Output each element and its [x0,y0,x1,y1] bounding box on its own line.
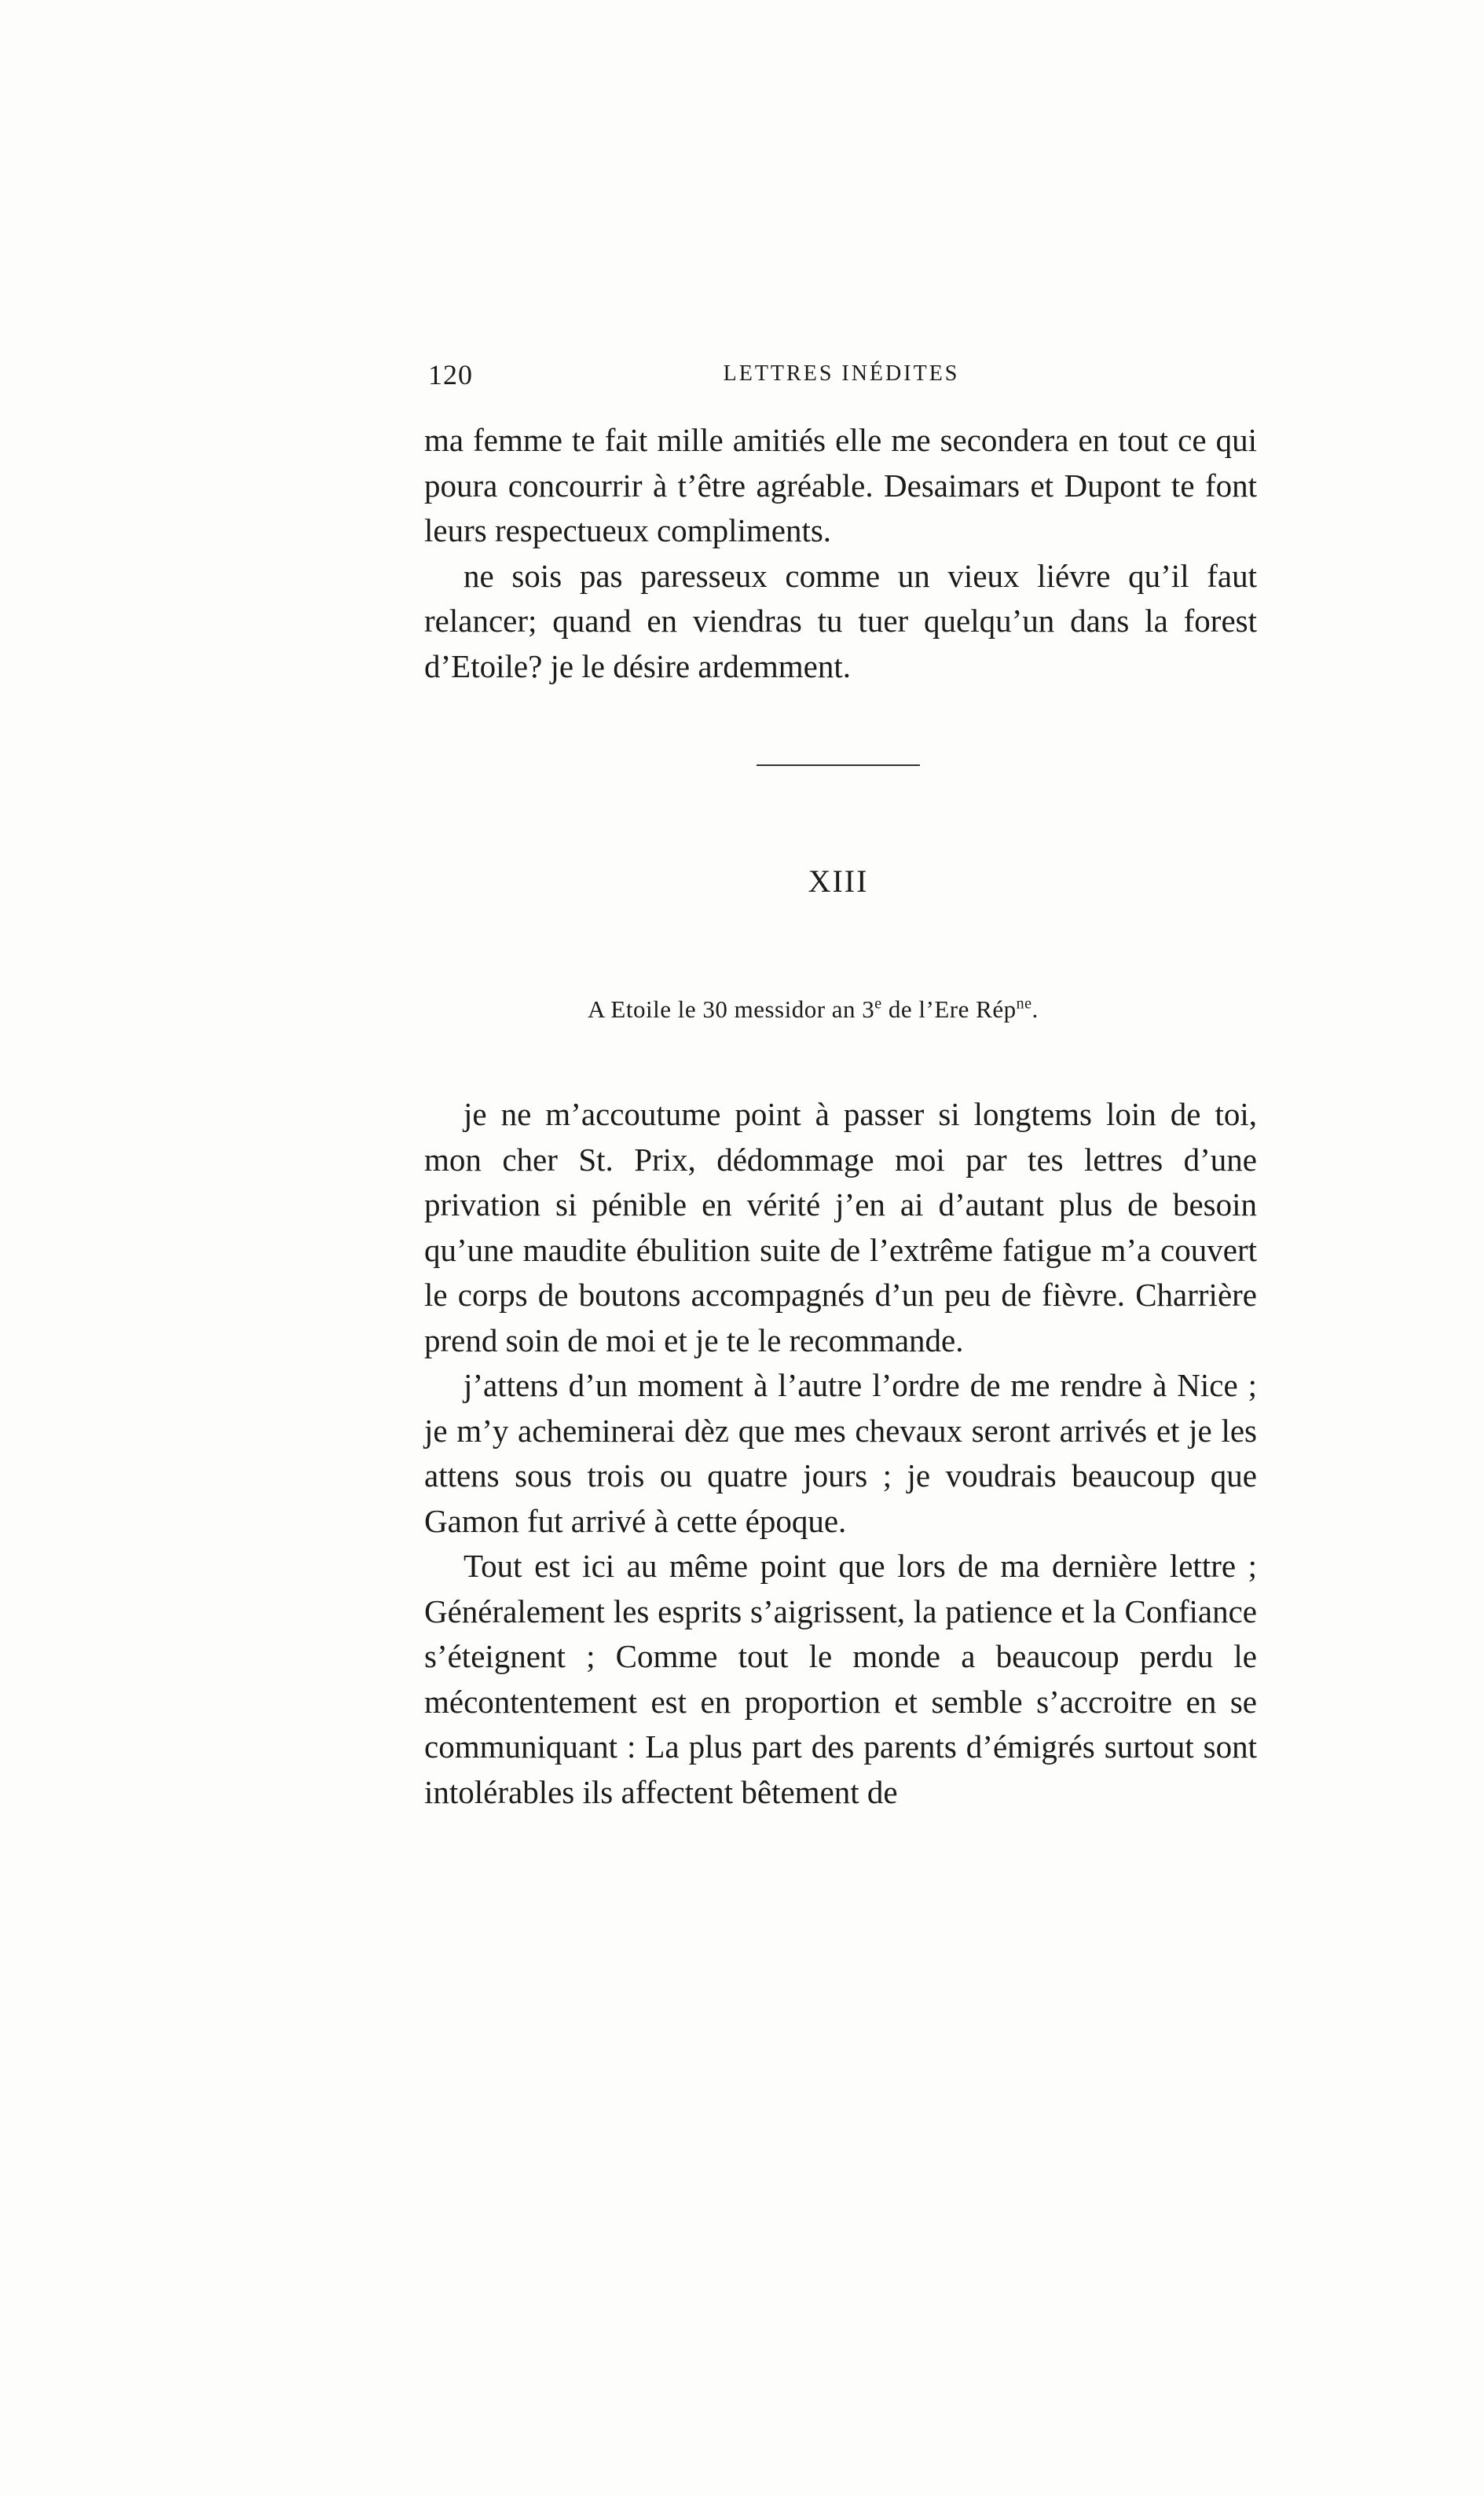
paragraph: Tout est ici au même point que lors de ma dernière lettre ; Généralement les esprits s’aigrissent, la patience et la Confiance s’éteignent ; Comme tout le monde a beaucoup perdu le mécontentement est en proportion et semble s’accroitre en se communiquant : La plus part des parents d’émigrés surtout sont intolérables ils affectent bêtement de [424,1548,1257,1810]
dateline [588,995,1216,1024]
paragraph: je ne m’accoutume point à passer si longtems loin de toi, mon cher St. Prix, dédommage moi par tes lettres d’une privation si pénible en vérité j’en ai d’autant plus de besoin qu’une maudite ébulition suite de l’extrême fatigue m’a couvert le corps de boutons accompagnés d’un peu de fièvre. Charrière prend soin de moi et je te le recommande. [424,1096,1257,1358]
letter-number: XIII [808,863,869,899]
paragraph: ma femme te fait mille amitiés elle me secondera en tout ce qui poura concourrir à t’être agréable. Desaimars et Dupont te font leurs respectueux compliments. [424,422,1257,548]
dateline-text: A Etoile le 30 messidor an 3 [588,995,875,1023]
dateline-text-2: de l’Ere Rép [881,995,1017,1023]
dateline-text-3: . [1031,995,1039,1023]
paragraph: ne sois pas paresseux comme un vieux liévre qu’il faut relancer; quand en viendras tu tuer quelqu’un dans la forest d’Etoile? je le désire ardemment. [424,557,1257,684]
letter-continuation [424,418,1257,689]
running-head [428,358,1255,398]
running-title: LETTRES INÉDITES [723,361,960,386]
dateline-superscript: e [874,995,882,1013]
section-divider [757,764,920,766]
page-number: 120 [428,359,473,390]
paragraph: j’attens d’un moment à l’autre l’ordre de me rendre à Nice ; je m’y acheminerai dèz que mes chevaux seront arrivés et je les attens sous trois ou quatre jours ; je voudrais beaucoup que Gamon fut arrivé à cette époque. [424,1367,1257,1539]
dateline-superscript-2: ne [1016,995,1032,1013]
letter-body [424,1092,1257,1815]
